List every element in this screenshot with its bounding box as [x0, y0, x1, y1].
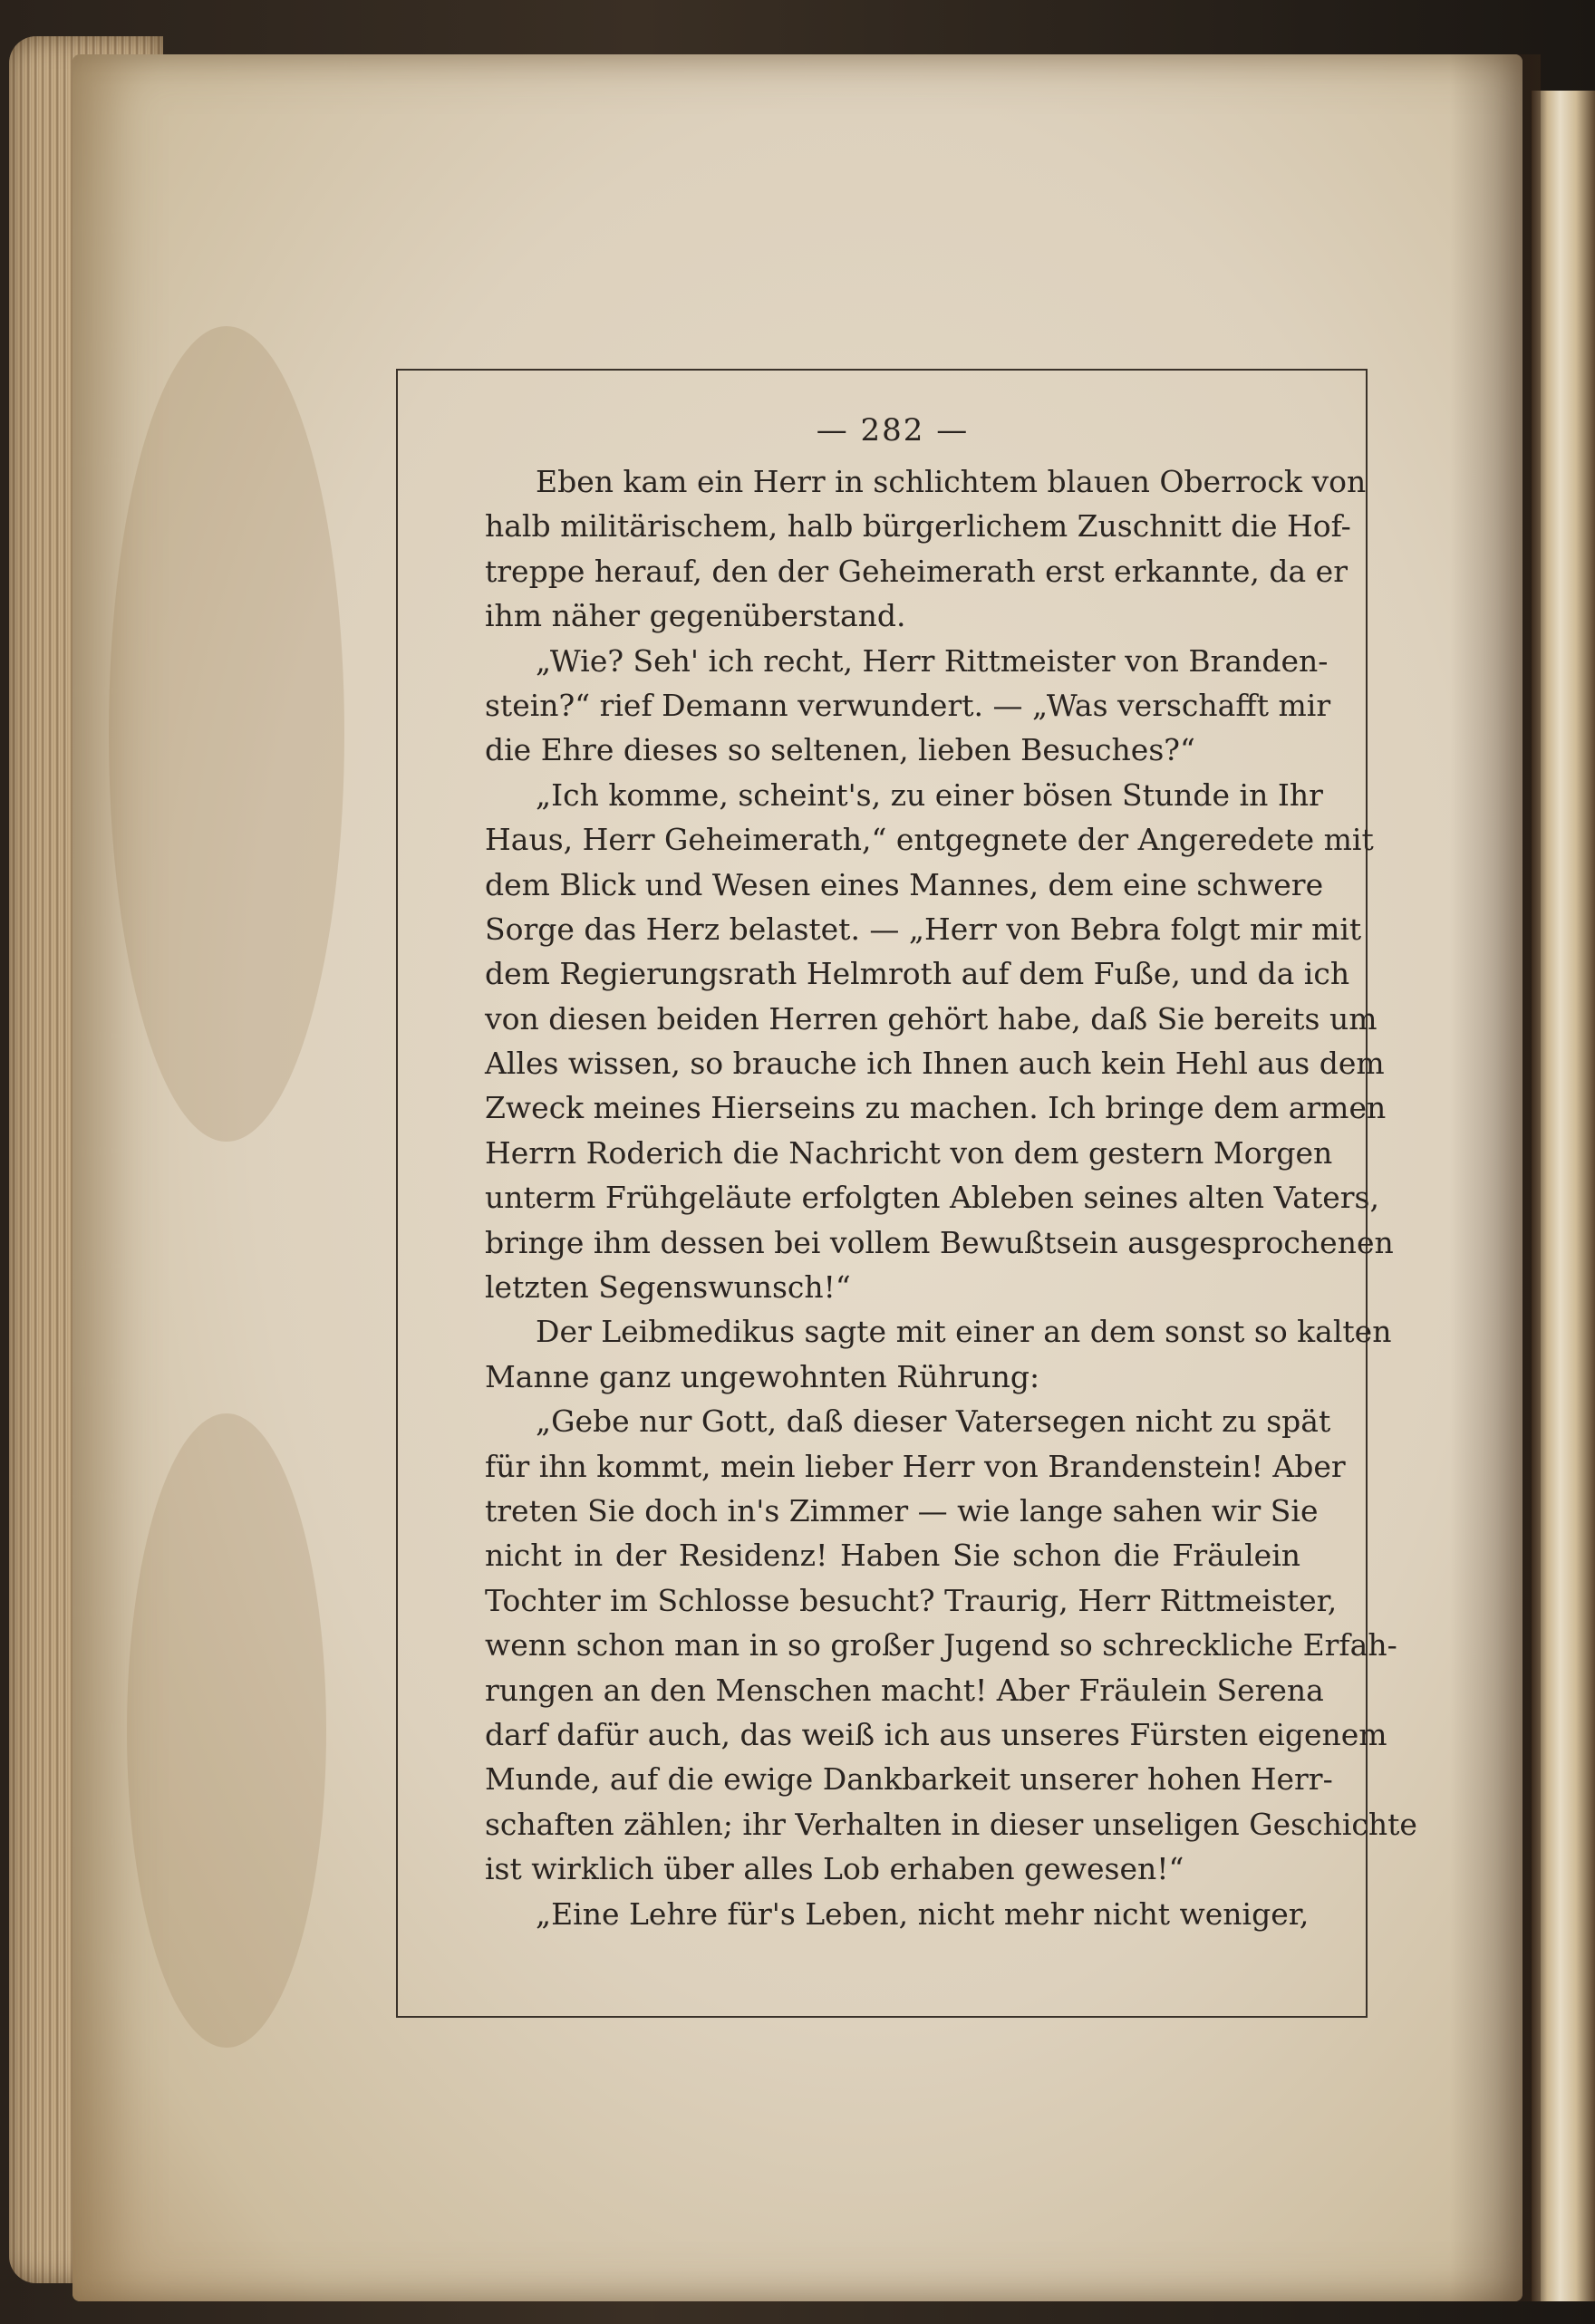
text-line: unterm Frühgeläute erfolgten Ableben seines alten Vaters,: [485, 1180, 1379, 1216]
text-line: Der Leibmedikus sagte mit einer an dem sonst so kalten: [536, 1314, 1392, 1350]
text-line: treppe herauf, den der Geheimerath erst erkannte, da er: [485, 553, 1348, 589]
text-line: Sorge das Herz belastet. — „Herr von Bebra folgt mir mit: [485, 911, 1362, 947]
text-line: Zweck meines Hierseins zu machen. Ich bringe dem armen: [485, 1090, 1387, 1126]
text-line: dem Regierungsrath Helmroth auf dem Fuße, und da ich: [485, 956, 1350, 992]
text-line: für ihn kommt, mein lieber Herr von Brandenstein! Aber: [485, 1448, 1346, 1484]
text-line: letzten Segenswunsch!“: [485, 1269, 851, 1306]
paper-stain: [109, 326, 344, 1142]
spine-shadow: [1450, 54, 1541, 2301]
text-line: „Gebe nur Gott, daß dieser Vatersegen nicht zu spät: [536, 1403, 1331, 1440]
text-line: wenn schon man in so großer Jugend so schreckliche Erfah-: [485, 1627, 1397, 1663]
text-line: von diesen beiden Herren gehört habe, daß Sie bereits um: [485, 1000, 1378, 1037]
text-line: Eben kam ein Herr in schlichtem blauen Oberrock von: [536, 464, 1367, 499]
text-lines: [485, 459, 1417, 1936]
text-line: schaften zählen; ihr Verhalten in dieser unseligen Geschichte: [485, 1806, 1417, 1842]
text-line: „Eine Lehre für's Leben, nicht mehr nicht weniger,: [536, 1895, 1310, 1932]
page-number: — 282 —: [816, 412, 970, 448]
text-line: Tochter im Schlosse besucht? Traurig, Herr Rittmeister,: [485, 1582, 1338, 1618]
paper-stain: [127, 1413, 326, 2048]
text-line: treten Sie doch in's Zimmer — wie lange sahen wir Sie: [485, 1492, 1319, 1528]
text-line: stein?“ rief Demann verwundert. — „Was verschafft mir: [485, 687, 1331, 723]
text-line: bringe ihm dessen bei vollem Bewußtsein ausgesprochenen: [485, 1224, 1394, 1260]
page-text: [485, 412, 1417, 1936]
text-line: ist wirklich über alles Lob erhaben gewesen!“: [485, 1851, 1184, 1887]
text-line: rungen an den Menschen macht! Aber Fräulein Serena: [485, 1672, 1324, 1708]
text-line: dem Blick und Wesen eines Mannes, dem eine schwere: [485, 866, 1324, 902]
text-line: darf dafür auch, das weiß ich aus unseres Fürsten eigenem: [485, 1716, 1387, 1752]
opposite-page-edge: [1532, 91, 1595, 2301]
text-line: nicht in der Residenz! Haben Sie schon die Fräulein: [485, 1538, 1300, 1574]
text-line: „Ich komme, scheint's, zu einer bösen Stunde in Ihr: [536, 776, 1323, 813]
text-line: halb militärischem, halb bürgerlichem Zuschnitt die Hof-: [485, 508, 1351, 545]
text-line: Alles wissen, so brauche ich Ihnen auch kein Hehl aus dem: [485, 1046, 1385, 1082]
text-line: die Ehre dieses so seltenen, lieben Besuches?“: [485, 732, 1195, 768]
text-line: Manne ganz ungewohnten Rührung:: [485, 1358, 1040, 1394]
text-line: Herrn Roderich die Nachricht von dem gestern Morgen: [485, 1134, 1333, 1171]
text-line: ihm näher gegenüberstand.: [485, 598, 906, 634]
text-line: Haus, Herr Geheimerath,“ entgegnete der Angeredete mit: [485, 822, 1374, 858]
text-line: „Wie? Seh' ich recht, Herr Rittmeister von Branden-: [536, 642, 1329, 679]
text-line: Munde, auf die ewige Dankbarkeit unserer hohen Herr-: [485, 1761, 1333, 1798]
